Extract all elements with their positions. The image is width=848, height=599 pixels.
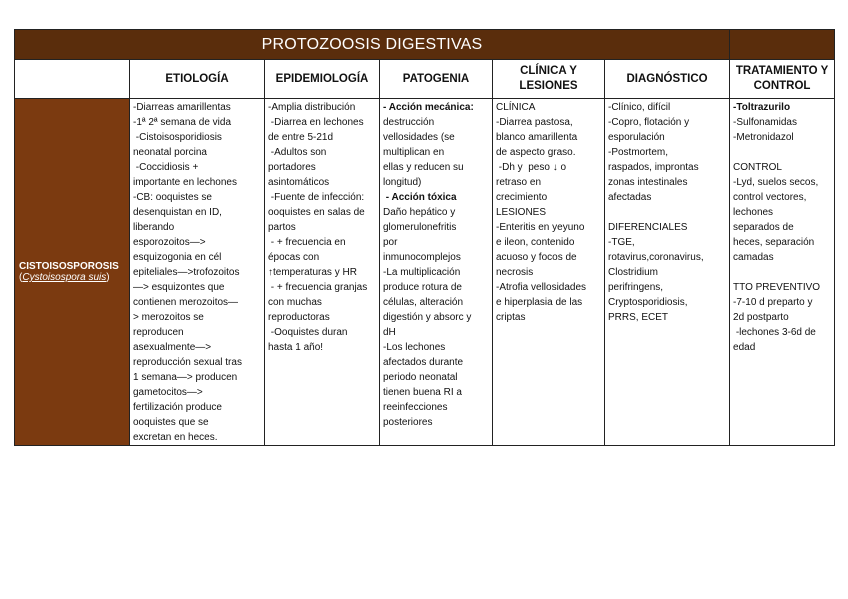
cell-line: portadores [268,162,316,173]
cell-line: multiplican en [383,147,445,158]
protozoosis-table [14,29,835,446]
cell-line: -Toltrazurilo [733,102,791,113]
cell-line: ellas y reducen su [383,162,464,173]
cell-line: -Ooquistes duran [268,327,348,338]
title-row-end-cell [730,30,835,60]
cell-line: tienen buena RI a [383,387,462,398]
disease-close-paren: ) [106,272,110,283]
cell-line: contienen merozoitos— [133,297,239,308]
cell-line: -CB: ooquistes se [133,192,212,203]
disease-scientific-name: Cystoisospora suis [22,272,107,283]
cell-line: desenquistan en ID, [133,207,222,218]
cell-line: raspados, improntas [608,162,699,173]
cell-line: reeinfecciones [383,402,448,413]
cell-line: PRRS, ECET [608,312,669,323]
cell-line: con muchas [268,297,322,308]
cell-line: -Fuente de infección: [268,192,365,203]
cell-line: heces, separación [733,237,815,248]
cell-line: -TGE, [608,237,635,248]
cell-line: - + frecuencia granjas [268,282,368,293]
cell-line: produce rotura de [383,282,462,293]
cell-line: LESIONES [496,207,547,218]
cell-line: epiteliales—>trofozoitos [133,267,240,278]
header-clinica-lesiones: CLÍNICA Y LESIONES [493,60,605,99]
cell-line: perifringens, [608,282,664,293]
cell-line: asexualmente—> [133,342,212,353]
header-row [15,60,835,99]
cell-line: afectadas [608,192,652,203]
header-etiologia: ETIOLOGÍA [130,60,265,99]
cell-line: e ileon, contenido [496,237,575,248]
cell-line: > merozoitos se [133,312,204,323]
cell-line: liberando [133,222,175,233]
cell-line: zonas intestinales [608,177,688,188]
cell-line: e hiperplasia de las [496,297,583,308]
cell-line: afectados durante [383,357,464,368]
cell-line: por [383,237,398,248]
cell-line: TTO PREVENTIVO [733,282,821,293]
cell-line: glomerulonefritis [383,222,457,233]
cell-line: DIFERENCIALES [608,222,688,233]
cell-line: CLÍNICA [496,102,536,113]
cell-line: crecimiento [496,192,548,203]
cell-line: esquizogonia en cél [133,252,222,263]
cell-line: excretan en heces. [133,432,218,443]
cell-line: reproducción sexual tras [133,357,242,368]
clinica-cell [493,99,605,446]
table-title: PROTOZOOSIS DIGESTIVAS [15,30,730,60]
cell-line: posteriores [383,417,433,428]
cell-line: épocas con [268,252,320,263]
header-empty-cell [15,60,130,99]
header-tratamiento-control: TRATAMIENTO Y CONTROL [730,60,835,99]
cell-line: neonatal porcina [133,147,207,158]
cell-line: -7-10 d preparto y [733,297,813,308]
disease-name: CISTOISOSPOROSIS [19,261,119,272]
cell-line: destrucción [383,117,435,128]
cell-line: -Coccidiosis + [133,162,199,173]
cell-line [733,145,831,160]
epidemiologia-cell [265,99,380,446]
cell-line: -La multiplicación [383,267,461,278]
cell-line: -Los lechones [383,342,446,353]
cell-line: -Dh y peso ↓ o [496,162,567,173]
header-diagnostico: DIAGNÓSTICO [605,60,730,99]
cell-line: separados de [733,222,794,233]
cell-line: reproductoras [268,312,330,323]
disease-row [15,99,835,446]
cell-line [733,265,831,280]
cell-line: -Adultos son [268,147,327,158]
cell-line: reproducen [133,327,184,338]
cell-line: criptas [496,312,526,323]
cell-line: de entre 5-21d [268,132,334,143]
header-epidemiologia: EPIDEMIOLOGÍA [265,60,380,99]
disease-sci-wrapper [19,272,110,283]
cell-line: - + frecuencia en [268,237,346,248]
cell-line: control vectores, [733,192,807,203]
cell-line: ooquistes que se [133,417,209,428]
cell-line: -Postmortem, [608,147,669,158]
disease-cell [15,99,130,446]
cell-line: inmunocomplejos [383,252,461,263]
cell-line: ↑temperaturas y HR [268,267,357,278]
cell-line: de aspecto graso. [496,147,576,158]
cell-line: longitud) [383,177,422,188]
cell-line: CONTROL [733,162,782,173]
cell-line: -Sulfonamidas [733,117,797,128]
cell-line: -Cistoisosporidiosis [133,132,222,143]
cell-line: -Amplia distribución [268,102,356,113]
cell-line: digestión y absorc y [383,312,472,323]
cell-line: - Acción mecánica: [383,102,474,113]
cell-line: Cryptosporidiosis, [608,297,688,308]
cell-line: retraso en [496,177,542,188]
cell-line: -lechones 3-6d de [733,327,816,338]
cell-line: esporulación [608,132,665,143]
cell-line: asintomáticos [268,177,330,188]
cell-line: Clostridium [608,267,659,278]
cell-line: ooquistes en salas de [268,207,365,218]
etiologia-cell [130,99,265,446]
cell-line: rotavirus,coronavirus, [608,252,704,263]
cell-line: dH [383,327,396,338]
cell-line: -Metronidazol [733,132,794,143]
cell-line: -Copro, flotación y [608,117,690,128]
cell-line [608,205,726,220]
cell-line: -1ª 2ª semana de vida [133,117,232,128]
cell-line: -Enteritis en yeyuno [496,222,585,233]
cell-line: esporozoitos—> [133,237,206,248]
cell-line: -Diarrea pastosa, [496,117,573,128]
diagnostico-cell [605,99,730,446]
disease-open-paren: ( [19,272,23,283]
cell-line: -Clínico, difícil [608,102,671,113]
cell-line: Daño hepático y [383,207,456,218]
patogenia-cell [380,99,493,446]
cell-line: partos [268,222,296,233]
cell-line: -Diarreas amarillentas [133,102,231,113]
cell-line: -Lyd, suelos secos, [733,177,819,188]
cell-line: periodo neonatal [383,372,458,383]
cell-line: -Atrofia vellosidades [496,282,587,293]
cell-line: -Diarrea en lechones [268,117,364,128]
cell-line: camadas [733,252,774,263]
cell-line: - Acción tóxica [383,192,457,203]
cell-line: fertilización produce [133,402,222,413]
cell-line: 1 semana—> producen [133,372,238,383]
header-patogenia: PATOGENIA [380,60,493,99]
cell-line: —> esquizontes que [133,282,225,293]
title-row [15,30,835,60]
tratamiento-cell [730,99,835,446]
cell-line: acuoso y focos de [496,252,577,263]
cell-line: 2d postparto [733,312,789,323]
cell-line: edad [733,342,756,353]
cell-line: gametocitos—> [133,387,203,398]
cell-line: vellosidades (se [383,132,455,143]
cell-line: lechones [733,207,774,218]
cell-line: importante en lechones [133,177,237,188]
cell-line: blanco amarillenta [496,132,578,143]
cell-line: hasta 1 año! [268,342,324,353]
cell-line: células, alteración [383,297,464,308]
cell-line: necrosis [496,267,534,278]
